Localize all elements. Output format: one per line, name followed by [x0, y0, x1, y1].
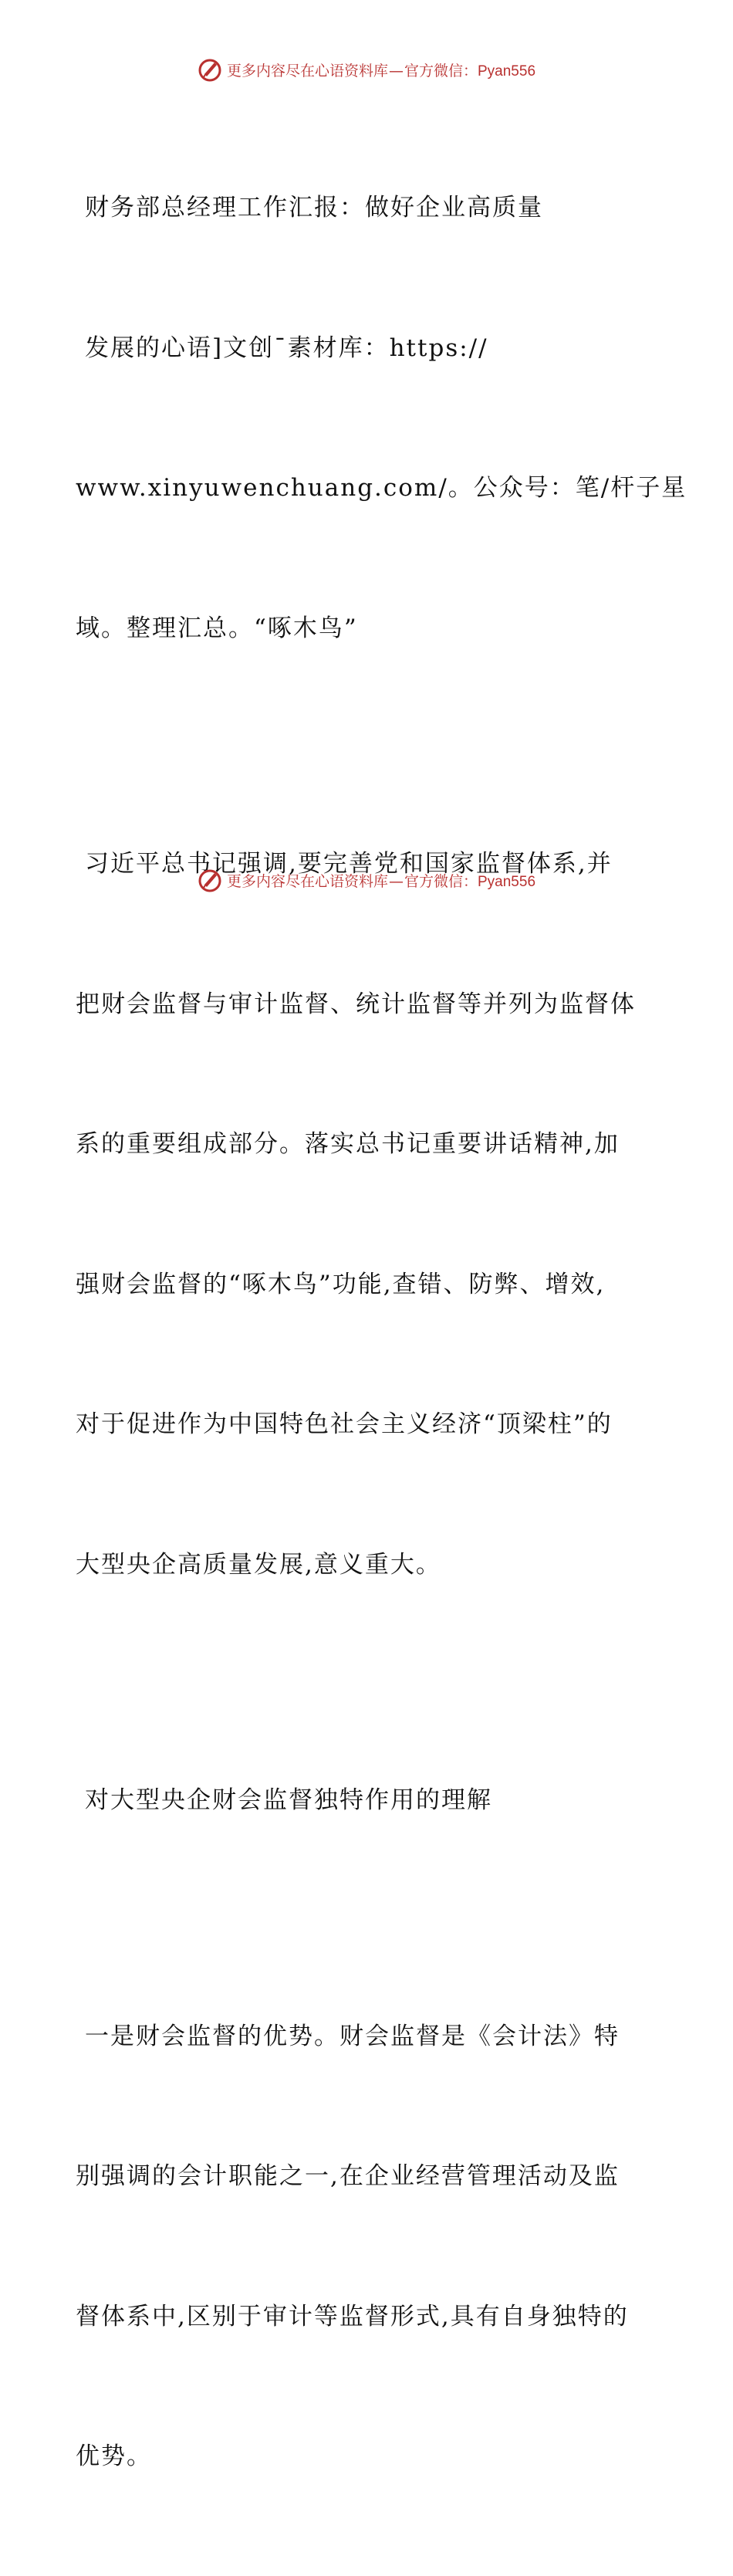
paragraph-line: 大型央企高质量发展,意义重大。 [76, 1550, 441, 1579]
document-title [76, 91, 687, 745]
paragraph-line: 强财会监督的“啄木鸟”功能,查错、防弊、增效, [76, 1270, 606, 1298]
paragraph-line: 优势。 [76, 2442, 152, 2470]
feather-pen-circle-icon [198, 868, 222, 892]
paragraph-line: 别强调的会计职能之一,在企业经营管理活动及监 [76, 2162, 620, 2190]
banner-brand: 更多内容尽在心语资料库 [226, 62, 388, 80]
title-line: 发展的心语]文创¯素材库：https:// [85, 333, 488, 362]
banner-dash: — [388, 62, 404, 80]
banner-wechat-label: 官方微信： [404, 872, 478, 890]
paragraph-line: 对于促进作为中国特色社会主义经济“顶梁柱”的 [76, 1410, 613, 1438]
paragraph-line: 把财会监督与审计监督、统计监督等并列为监督体 [76, 990, 636, 1018]
document-body [76, 91, 687, 2576]
banner-brand: 更多内容尽在心语资料库 [226, 872, 388, 890]
banner-dash: — [388, 872, 404, 890]
paragraph-line: 一是财会监督的优势。财会监督是《会计法》特 [85, 2022, 620, 2050]
paragraph-2 [76, 1920, 662, 2574]
paragraph-line: 督体系中,区别于审计等监督形式,具有自身独特的 [76, 2302, 629, 2331]
heading-line: 对大型央企财会监督独特作用的理解 [85, 1786, 492, 1814]
banner-wechat-label: 官方微信： [404, 62, 478, 80]
banner-wechat-id: Pyan556 [478, 63, 536, 80]
feather-pen-circle-icon [198, 57, 222, 82]
paragraph-line: 习近平总书记强调,要完善党和国家监督体系,并 [85, 850, 613, 878]
banner-text [227, 59, 535, 80]
title-line: 域。整理汇总。“啄木鸟” [76, 614, 358, 642]
header-banner [0, 54, 733, 85]
title-line: www.xinyuwenchuang.com/。公众号：笔/杆子星 [76, 474, 687, 502]
banner-text [227, 870, 535, 891]
footer-banner [0, 865, 733, 895]
section-heading [76, 1684, 662, 1918]
banner-wechat-id: Pyan556 [478, 873, 536, 890]
title-line: 财务部总经理工作汇报：做好企业高质量 [85, 194, 543, 222]
paragraph-line: 系的重要组成部分。落实总书记重要讲话精神,加 [76, 1130, 620, 1158]
